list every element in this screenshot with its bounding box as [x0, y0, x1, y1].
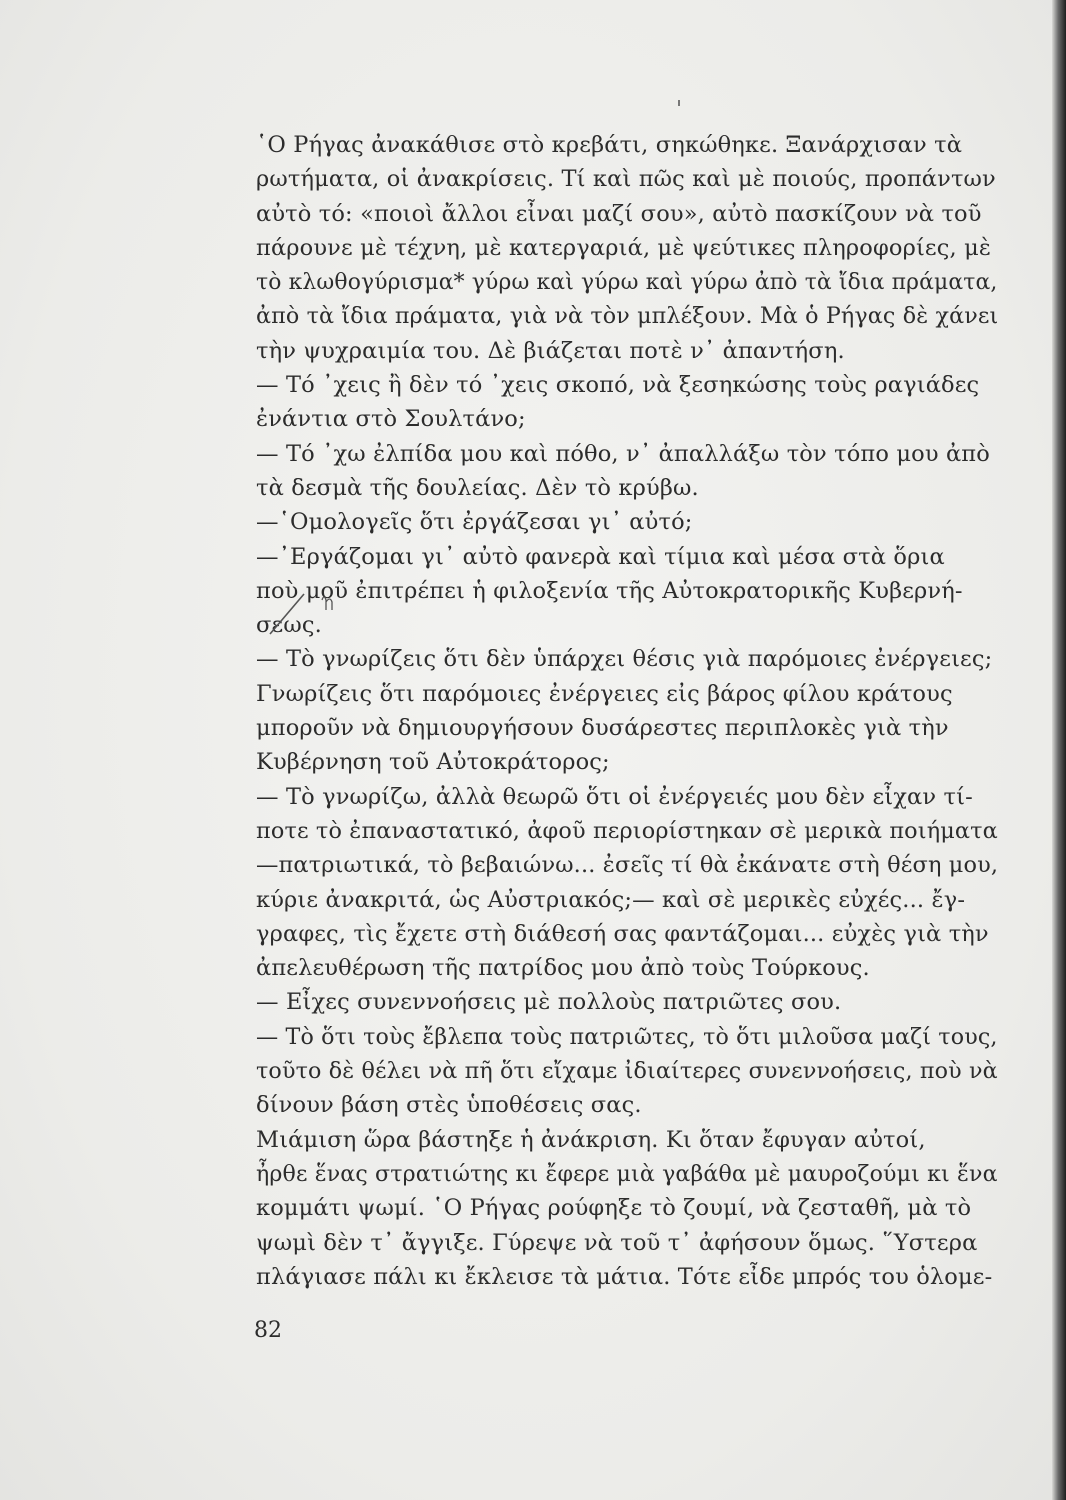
text-line: σεως.	[256, 612, 322, 639]
text-line: — Τὸ γνωρίζεις ὅτι δὲν ὑπάρχει θέσις γιὰ παρόμοιες ἐνέργειες;	[256, 646, 993, 673]
page-number: 82	[254, 1318, 282, 1343]
text-line: ψωμὶ δὲν τ᾿ ἄγγιξε. Γύρεψε νὰ τοῦ τ᾿ ἀφήσουν ὅμως. ῞Υστερα	[256, 1229, 978, 1256]
text-line: Γνωρίζεις ὅτι παρόμοιες ἐνέργειες εἰς βάρος φίλου κράτους	[256, 680, 953, 707]
text-line: ἦρθε ἕνας στρατιώτης κι ἔφερε μιὰ γαβάθα μὲ μαυροζούμι κι ἕνα	[256, 1160, 998, 1187]
text-line: — Τό ᾿χεις ἢ δὲν τό ᾿χεις σκοπό, νὰ ξεσηκώσης τοὺς ραγιάδες	[256, 372, 980, 399]
text-line: δίνουν βάση στὲς ὑποθέσεις σας.	[256, 1092, 642, 1119]
text-line: ποὺ μοῦ ἐπιτρέπει ἡ φιλοξενία τῆς Αὐτοκρατορικῆς Κυβερνή-	[256, 577, 963, 604]
text-line: τὸ κλωθογύρισμα* γύρω καὶ γύρω καὶ γύρω ἀπὸ τὰ ἴδια πράματα,	[256, 269, 998, 296]
text-line: τὴν ψυχραιμία του. Δὲ βιάζεται ποτὲ ν᾿ ἀπαντήση.	[256, 337, 845, 364]
text-line: τοῦτο δὲ θέλει νὰ πῆ ὅτι εἴχαμε ἰδιαίτερες συνεννοήσεις, ποὺ νὰ	[256, 1058, 998, 1085]
text-line: γραφες, τὶς ἔχετε στὴ διάθεσή σας φαντάζομαι... εὐχὲς γιὰ τὴν	[256, 920, 989, 947]
text-line: —῾Ομολογεῖς ὅτι ἐργάζεσαι γι᾿ αὐτό;	[256, 509, 693, 536]
text-line: κομμάτι ψωμί. ῾Ο Ρήγας ρούφηξε τὸ ζουμί, νὰ ζεσταθῆ, μὰ τὸ	[256, 1195, 972, 1222]
text-line: ἀπὸ τὰ ἴδια πράματα, γιὰ νὰ τὸν μπλέξουν. Μὰ ὁ Ρήγας δὲ χάνει	[256, 303, 999, 330]
text-line: — Τὸ ὅτι τοὺς ἔβλεπα τοὺς πατριῶτες, τὸ ὅτι μιλοῦσα μαζί τους,	[256, 1023, 998, 1050]
text-line: Κυβέρνηση τοῦ Αὐτοκράτορος;	[256, 749, 610, 776]
ink-speck	[678, 100, 680, 106]
text-line: μποροῦν νὰ δημιουργήσουν δυσάρεστες περιπλοκὲς γιὰ τὴν	[256, 715, 949, 742]
text-line: ρωτήματα, οἱ ἀνακρίσεις. Τί καὶ πῶς καὶ μὲ ποιούς, προπάντων	[256, 166, 996, 193]
text-line: — Εἶχες συνεννοήσεις μὲ πολλοὺς πατριῶτες σου.	[256, 989, 842, 1016]
text-line: πλάγιασε πάλι κι ἔκλεισε τὰ μάτια. Τότε εἶδε μπρός του ὁλομε-	[256, 1263, 993, 1290]
body-text	[256, 128, 998, 1294]
scan-edge-shadow	[1052, 0, 1066, 1500]
text-line: —πατριωτικά, τὸ βεβαιώνω... ἐσεῖς τί θὰ ἐκάνατε στὴ θέση μου,	[256, 852, 999, 879]
text-line: τὰ δεσμὰ τῆς δουλείας. Δὲν τὸ κρύβω.	[256, 474, 699, 501]
text-line: πάρουνε μὲ τέχνη, μὲ κατεργαριά, μὲ ψεύτικες πληροφορίες, μὲ	[256, 234, 992, 261]
handwritten-correction-mark	[264, 590, 344, 640]
text-line: κύριε ἀνακριτά, ὡς Αὐστριακός;— καὶ σὲ μερικὲς εὐχές... ἔγ-	[256, 886, 966, 913]
text-line: — Τό ᾿χω ἐλπίδα μου καὶ πόθο, ν᾿ ἀπαλλάξω τὸν τόπο μου ἀπὸ	[256, 440, 990, 467]
text-line: ἐνάντια στὸ Σουλτάνο;	[256, 406, 526, 433]
text-line: Μιάμιση ὥρα βάστηξε ἡ ἀνάκριση. Κι ὅταν ἔφυγαν αὐτοί,	[256, 1126, 926, 1153]
text-line: ἀπελευθέρωση τῆς πατρίδος μου ἀπὸ τοὺς Τούρκους.	[256, 955, 870, 982]
text-line: —᾿Εργάζομαι γι᾿ αὐτὸ φανερὰ καὶ τίμια καὶ μέσα στὰ ὅρια	[256, 543, 945, 570]
text-line: αὐτὸ τό: «ποιοὶ ἄλλοι εἶναι μαζί σου», αὐτὸ πασκίζουν νὰ τοῦ	[256, 200, 982, 227]
text-line: — Τὸ γνωρίζω, ἀλλὰ θεωρῶ ὅτι οἱ ἐνέργειές μου δὲν εἶχαν τί-	[256, 783, 973, 810]
text-line: ῾Ο Ρήγας ἀνακάθισε στὸ κρεβάτι, σηκώθηκε. Ξανάρχισαν τὰ	[256, 132, 963, 158]
text-line: ποτε τὸ ἐπαναστατικό, ἀφοῦ περιορίστηκαν σὲ μερικὰ ποιήματα	[256, 817, 998, 844]
